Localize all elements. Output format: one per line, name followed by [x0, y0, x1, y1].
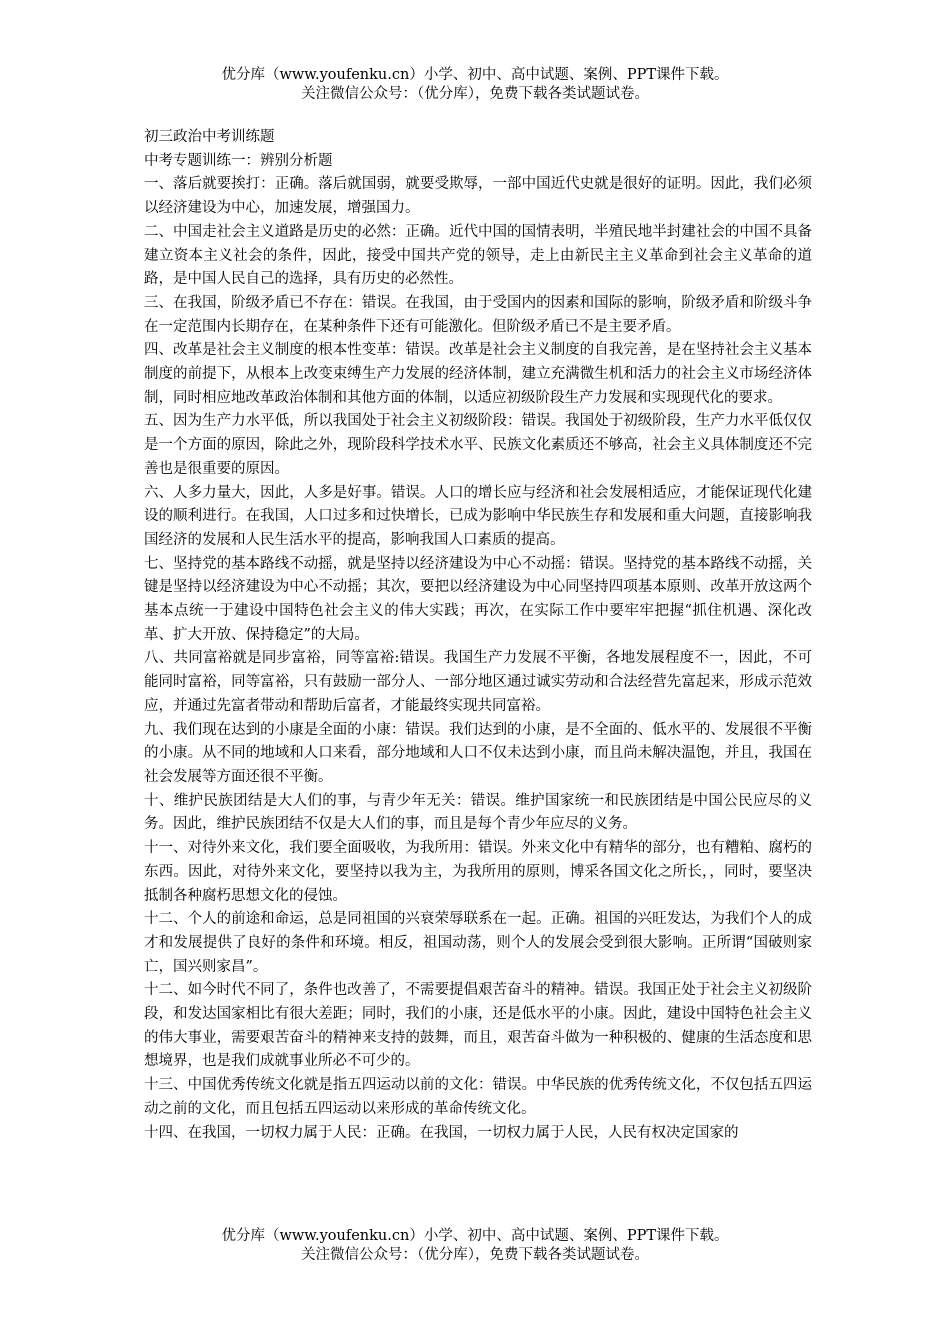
paragraph: 十四、在我国，一切权力属于人民：正确。在我国，一切权力属于人民，人民有权决定国家的 — [144, 1124, 739, 1141]
paragraph: 七、坚持党的基本路线不动摇，就是坚持以经济建设为中心不动摇：错误。坚持党的基本路线不动摇，关键是坚持以经济建设为中心不动摇；其次，要把以经济建设为中心同坚持四项基本原则、改革开放这两个基本点统一于建设中国特色社会主义的伟大实践；再次，在实际工作中要牢牢把握“抓住机遇、深化改革、扩大开放、保持稳定”的大局。 — [144, 555, 812, 643]
paragraph: 五、因为生产力水平低，所以我国处于社会主义初级阶段：错误。我国处于初级阶段，生产力水平低仅仅是一个方面的原因，除此之外，现阶段科学技术水平、民族文化素质还不够高，社会主义具体制度还不完善也是很重要的原因。 — [144, 413, 812, 477]
paragraph: 十三、中国优秀传统文化就是指五四运动以前的文化：错误。中华民族的优秀传统文化，不仅包括五四运动之前的文化，而且包括五四运动以来形成的革命传统文化。 — [144, 1077, 812, 1117]
header-line-1: 优分库（www.youfenku.cn）小学、初中、高中试题、案例、PPT课件下载。 — [221, 67, 729, 83]
page-header — [0, 66, 950, 104]
document-body — [144, 126, 812, 1145]
paragraph: 六、人多力量大，因此，人多是好事。错误。人口的增长应与经济和社会发展相适应，才能保证现代化建设的顺利进行。在我国，人口过多和过快增长，已成为影响中华民族生存和发展和重大问题，直接影响我国经济的发展和人民生活水平的提高，影响我国人口素质的提高。 — [144, 484, 812, 548]
footer-line-2: 关注微信公众号：（优分库），免费下载各类试题试卷。 — [301, 1247, 649, 1263]
document-title: 初三政治中考训练题 — [144, 129, 275, 145]
paragraph: 十一、对待外来文化，我们要全面吸收，为我所用：错误。外来文化中有精华的部分，也有糟粕、腐朽的东西。因此，对待外来文化，要坚持以我为主，为我所用的原则，博采各国文化之所长，，同时，要坚决抵制各种腐朽思想文化的侵蚀。 — [144, 840, 812, 904]
page-footer — [0, 1227, 950, 1265]
paragraph: 三、在我国，阶级矛盾已不存在：错误。在我国，由于受国内的因素和国际的影响，阶级矛盾和阶级斗争在一定范围内长期存在，在某种条件下还有可能激化。但阶级矛盾已不是主要矛盾。 — [144, 294, 812, 335]
document-subtitle: 中考专题训练一：辨别分析题 — [144, 152, 333, 169]
header-line-2: 关注微信公众号：（优分库），免费下载各类试题试卷。 — [301, 86, 649, 102]
paragraph: 二、中国走社会主义道路是历史的必然：正确。近代中国的国情表明，半殖民地半封建社会的中国不具备建立资本主义社会的条件，因此，接受中国共产党的领导，走上由新民主主义革命到社会主义革命的道路，是中国人民自己的选择，具有历史的必然性。 — [144, 223, 812, 288]
footer-line-1: 优分库（www.youfenku.cn）小学、初中、高中试题、案例、PPT课件下载。 — [221, 1228, 729, 1244]
paragraph: 十二、如今时代不同了，条件也改善了，不需要提倡艰苦奋斗的精神。错误。我国正处于社会主义初级阶段，和发达国家相比有很大差距；同时，我们的小康，还是低水平的小康。因此，建设中国特色社会主义的伟大事业，需要艰苦奋斗的精神来支持的鼓舞，而且，艰苦奋斗做为一种积极的、健康的生活态度和思想境界，也是我们成就事业所必不可少的。 — [144, 982, 812, 1070]
paragraph: 十二、个人的前途和命运，总是同祖国的兴衰荣辱联系在一起。正确。祖国的兴旺发达，为我们个人的成才和发展提供了良好的条件和环境。相反，祖国动荡，则个人的发展会受到很大影响。正所谓“国破则家亡，国兴则家昌”。 — [144, 911, 812, 975]
paragraph: 九、我们现在达到的小康是全面的小康：错误。我们达到的小康，是不全面的、低水平的、发展很不平衡的小康。从不同的地域和人口来看，部分地域和人口不仅未达到小康，而且尚未解决温饱，并且，我国在社会发展等方面还很不平衡。 — [144, 721, 812, 785]
paragraph: 一、落后就要挨打：正确。落后就国弱，就要受欺辱，一部中国近代史就是很好的证明。因此，我们必须以经济建设为中心，加速发展，增强国力。 — [144, 176, 812, 217]
paragraph: 八、共同富裕就是同步富裕，同等富裕:错误。我国生产力发展不平衡，各地发展程度不一，因此，不可能同时富裕，同等富裕，只有鼓励一部分人、一部分地区通过诚实劳动和合法经营先富起来，形成示范效应，并通过先富者带动和帮助后富者，才能最终实现共同富裕。 — [144, 650, 812, 714]
paragraph: 四、改革是社会主义制度的根本性变革：错误。改革是社会主义制度的自我完善，是在坚持社会主义基本制度的前提下，从根本上改变束缚生产力发展的经济体制，建立充满微生机和活力的社会主义市场经济体制，同时相应地改革政治体制和其他方面的体制，以适应初级阶段生产力发展和实现现代化的要求。 — [144, 342, 812, 406]
paragraph: 十、维护民族团结是大人们的事，与青少年无关：错误。维护国家统一和民族团结是中国公民应尽的义务。因此，维护民族团结不仅是大人们的事，而且是每个青少年应尽的义务。 — [144, 792, 812, 833]
